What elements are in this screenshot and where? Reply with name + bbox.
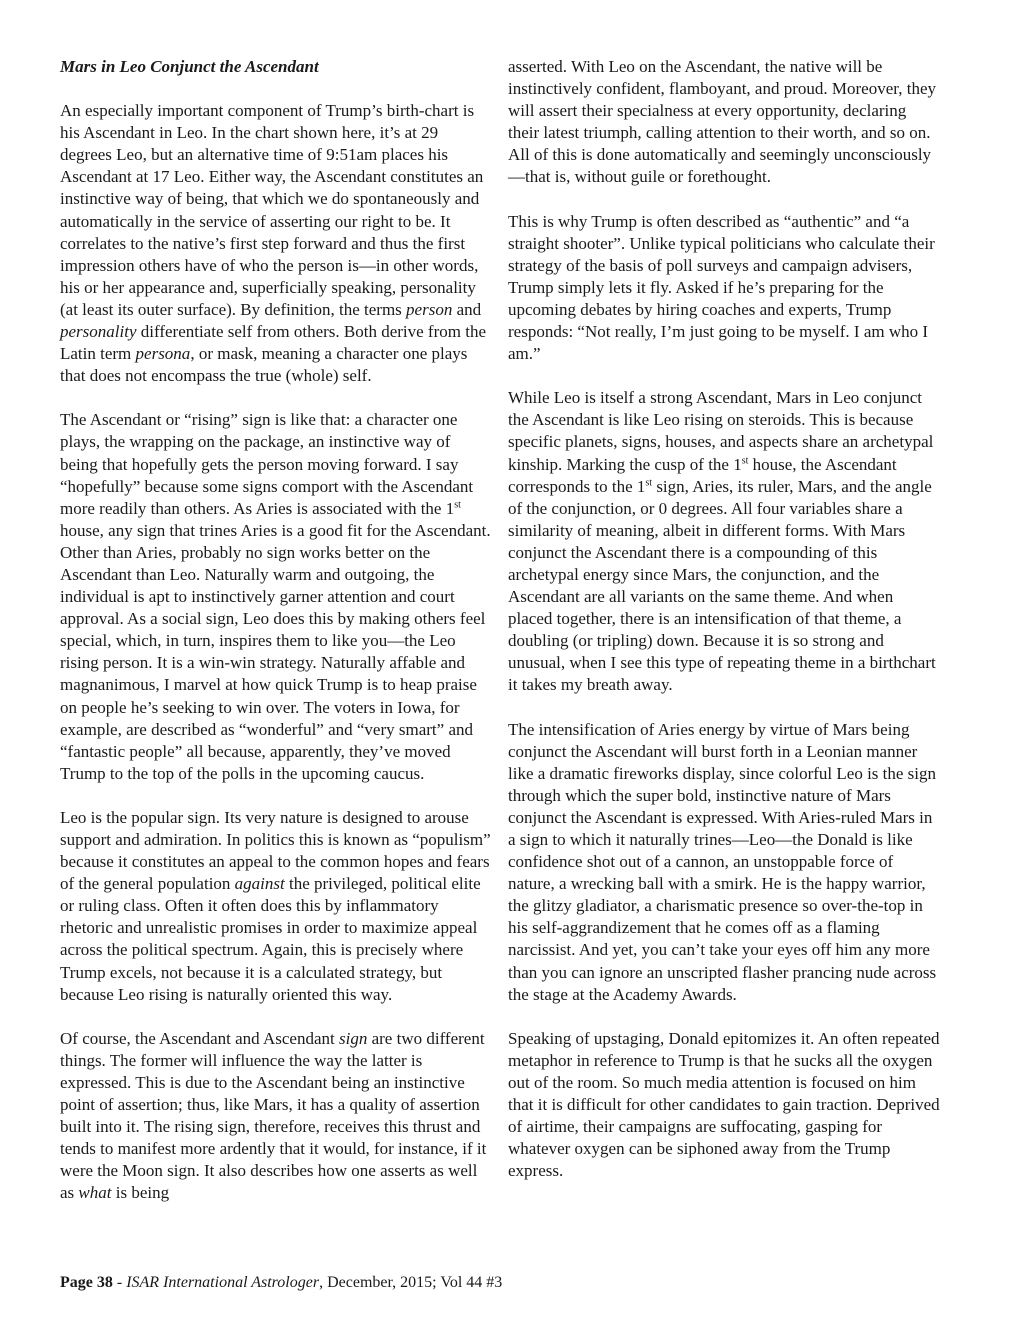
page-footer: Page 38 - ISAR International Astrologer, December, 2015; Vol 44 #3 <box>60 1274 503 1291</box>
paragraph: The Ascendant or “rising” sign is like that: a character one plays, the wrapping on the package, an instinctive way of being that hopefully gets the person moving forward. I say “hopefully” because some signs comport with the Ascendant more readily than others. As Aries is associated with the 1st house, any sign that trines Aries is a good fit for the Ascendant. Other than Aries, probably no sign works better on the Ascendant than Leo. Naturally warm and outgoing, the individual is apt to instinctively garner attention and court approval. As a social sign, Leo does this by making others feel special, which, in turn, inspires them to like you—the Leo rising person. It is a win-win strategy. Naturally affable and magnanimous, I marvel at how quick Trump is to heap praise on people he’s seeking to win over. The voters in Iowa, for example, are described as “wonderful” and “very smart” and “fantastic people” all because, apparently, they’ve moved Trump to the top of the polls in the upcoming caucus. <box>60 410 491 783</box>
paragraph: Leo is the popular sign. Its very nature is designed to arouse support and admiration. In politics this is known as “populism” because it constitutes an appeal to the common hopes and fears of the general population against the privileged, political elite or ruling class. Often it often does this by inflammatory rhetoric and unrealistic promises in order to maximize appeal across the political spectrum. Again, this is precisely where Trump excels, not because it is a calculated strategy, but because Leo rising is naturally oriented this way. <box>60 807 491 1004</box>
paragraph: asserted. With Leo on the Ascendant, the native will be instinctively confident, flamboyant, and proud. Moreover, they will assert their specialness at every opportunity, declaring their latest triumph, calling attention to their worth, and so on. All of this is done automatically and seemingly unconsciously—that is, without guile or forethought. <box>508 57 936 187</box>
paragraph: Of course, the Ascendant and Ascendant sign are two different things. The former will influence the way the latter is expressed. This is due to the Ascendant being an instinctive point of assertion; thus, like Mars, it has a quality of assertion built into it. The rising sign, therefore, receives this thrust and tends to manifest more ardently that it would, for instance, if it were the Moon sign. It also describes how one asserts as well as what is being <box>60 1028 487 1203</box>
article-heading: Mars in Leo Conjunct the Ascendant <box>60 57 319 76</box>
left-column <box>60 56 492 1227</box>
paragraph: The intensification of Aries energy by virtue of Mars being conjunct the Ascendant will burst forth in a Leonian manner like a dramatic fireworks display, since colorful Leo is the sign through which the super bold, instinctive nature of Mars conjunct the Ascendant is expressed. With Aries-ruled Mars in a sign to which it naturally trines—Leo—the Donald is like confidence shot out of a cannon, an unstoppable force of nature, a wrecking ball with a smirk. He is the happy warrior, the glitzy gladiator, a charismatic presence so over-the-top in his self-aggrandizement that he comes off as a flaming narcissist. And yet, you can’t take your eyes off him any more than you can ignore an unscripted flasher prancing nude across the stage at the Academy Awards. <box>508 719 937 1004</box>
paragraph: While Leo is itself a strong Ascendant, Mars in Leo conjunct the Ascendant is like Leo rising on steroids. This is because specific planets, signs, houses, and aspects share an archetypal kinship. Marking the cusp of the 1st house, the Ascendant corresponds to the 1st sign, Aries, its ruler, Mars, and the angle of the conjunction, or 0 degrees. All four variables share a similarity of meaning, albeit in different forms. With Mars conjunct the Ascendant there is a compounding of this archetypal energy since Mars, the conjunction, and the Ascendant are all variants on the same theme. And when placed together, there is an intensification of that theme, a doubling (or tripling) down. Because it is so strong and unusual, when I see this type of repeating theme in a birthchart it takes my breath away. <box>508 388 936 695</box>
paragraph: Speaking of upstaging, Donald epitomizes it. An often repeated metaphor in reference to Trump is that he sucks all the oxygen out of the room. So much media attention is focused on him that it is difficult for other candidates to gain traction. Deprived of airtime, their campaigns are suffocating, gasping for whatever oxygen can be siphoned away from the Trump express. <box>508 1028 940 1181</box>
publication-title: ISAR International Astrologer <box>126 1274 320 1291</box>
paragraph: This is why Trump is often described as “authentic” and “a straight shooter”. Unlike typical politicians who calculate their strategy of the basis of poll surveys and campaign advisers, Trump simply lets it fly. Asked if he’s preparing for the upcoming debates by hiring coaches and experts, Trump responds: “Not really, I’m just going to be myself. I am who I am.” <box>508 211 935 364</box>
issue-info: , December, 2015; Vol 44 #3 <box>319 1274 503 1291</box>
paragraph: An especially important component of Trump’s birth-chart is his Ascendant in Leo. In the chart shown here, it’s at 29 degrees Leo, but an alternative time of 9:51am places his Ascendant at 17 Leo. Either way, the Ascendant constitutes an instinctive way of being, that which we do spontaneously and automatically in the service of asserting our right to be. It correlates to the native’s first step forward and thus the first impression others have of who the person is—in other words, his or her appearance and, superficially speaking, personality (at least its outer surface). By definition, the terms person and personality differentiate self from others. Both derive from the Latin term persona, or mask, meaning a character one plays that does not encompass the true (whole) self. <box>60 101 486 386</box>
right-column <box>508 56 940 1204</box>
page-number: Page 38 <box>60 1274 113 1291</box>
